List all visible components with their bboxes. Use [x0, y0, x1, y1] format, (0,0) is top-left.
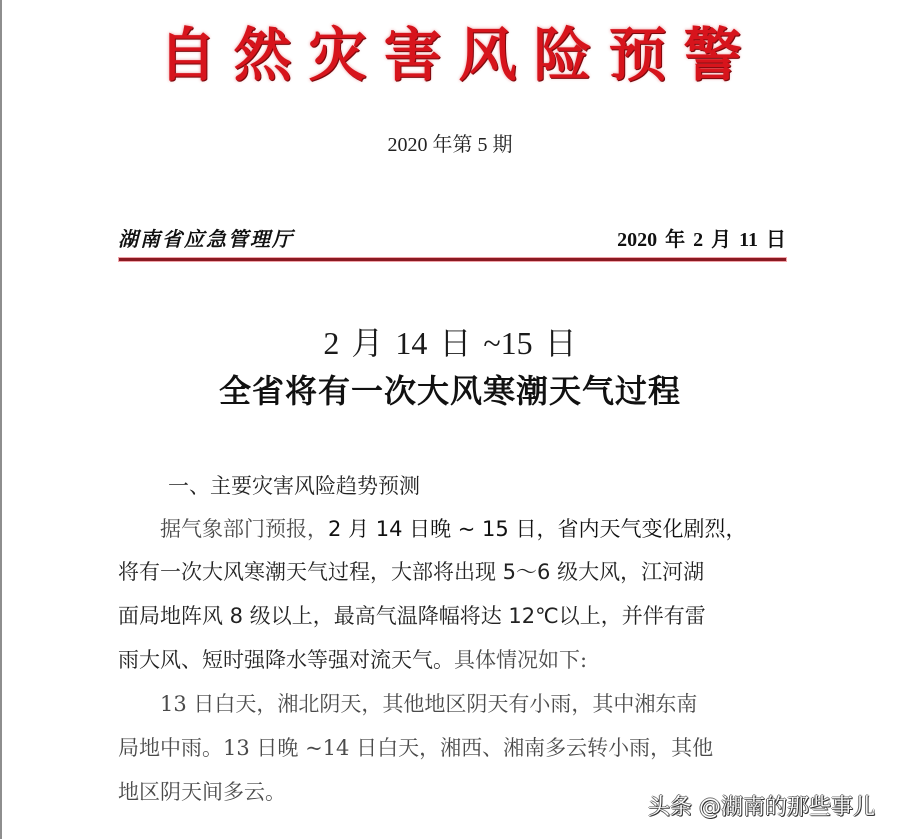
issuer-name: 湖南省应急管理厅 [118, 226, 294, 251]
issue-date: 2020 年 2 月 11 日 [617, 228, 786, 251]
headline-date-range: 2 月 14 日 ~15 日 [323, 325, 577, 361]
paragraph-text: 具体情况如下: [454, 648, 588, 672]
paragraph-text: 雨大风、短时强降水等强对流天气。 [118, 648, 454, 672]
paragraph-line: 局地中雨。13 日晚 ~14 日白天，湘西、湘南多云转小雨，其他 [118, 736, 714, 760]
source-watermark: 头条 @湖南的那些事儿 [648, 795, 875, 820]
paragraph-line: 13 日白天，湘北阴天，其他地区阴天有小雨，其中湘东南 [160, 692, 698, 716]
section-heading: 一、主要灾害风险趋势预测 [168, 474, 420, 498]
red-divider-line [119, 258, 786, 261]
paragraph-line: 面局地阵风 8 级以上，最高气温降幅将达 12℃以上，并伴有雷 [118, 604, 706, 628]
headline-title: 全省将有一次大风寒潮天气过程 [218, 372, 681, 410]
paragraph-line [160, 513, 746, 543]
paragraph-line [118, 644, 587, 674]
paragraph-text: 2 月 14 日晚 ~ 15 日，省内天气变化剧烈， [328, 517, 747, 541]
paragraph-line: 地区阴天间多云。 [118, 780, 286, 804]
document-header-title: 自然灾害风险预警 [158, 21, 759, 89]
issue-number: 2020 年第 5 期 [387, 134, 513, 156]
paragraph-text: 据气象部门预报， [160, 517, 328, 541]
issuer-row [118, 222, 786, 252]
page-left-border [0, 0, 2, 839]
paragraph-line: 将有一次大风寒潮天气过程，大部将出现 5～6 级大风，江河湖 [118, 560, 705, 584]
